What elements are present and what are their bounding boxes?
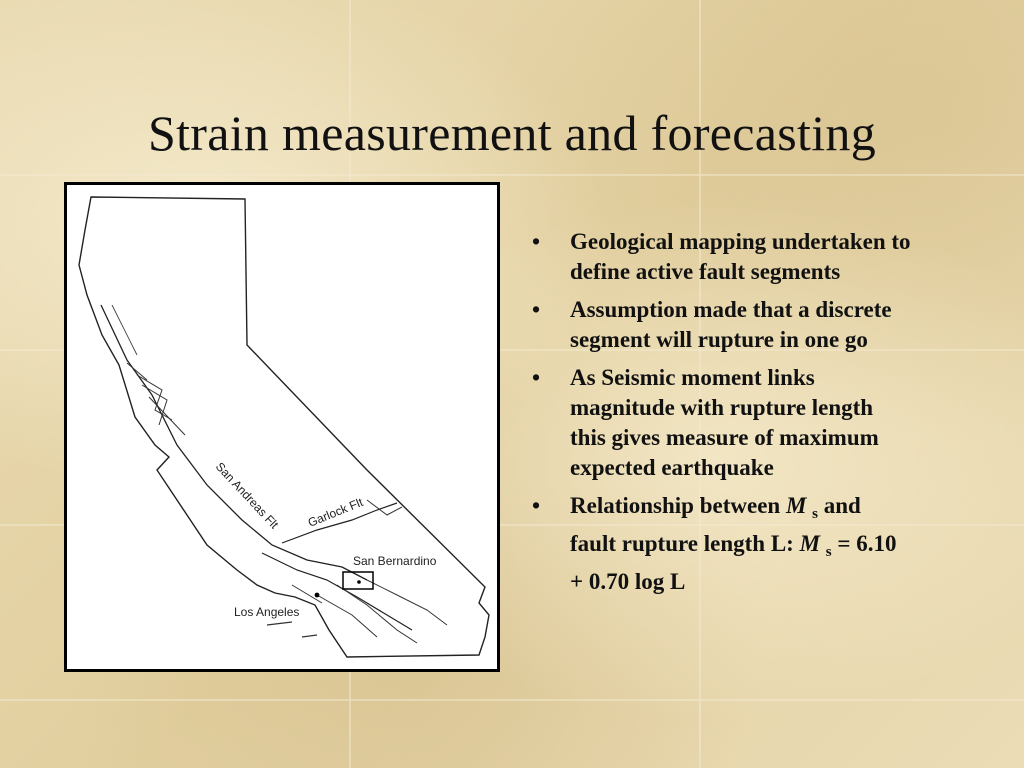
- map-drawing: [67, 185, 497, 669]
- magnitude-subscript: s: [812, 506, 818, 522]
- bullet-icon: •: [532, 297, 541, 322]
- bullet-item: [532, 363, 912, 483]
- magnitude-symbol: M: [799, 531, 821, 556]
- bullet-icon: •: [532, 493, 541, 518]
- san-andreas-label: San Andreas Flt: [212, 459, 282, 532]
- bullet-text-part: Relationship between: [570, 493, 786, 518]
- los-angeles-marker: [315, 593, 320, 598]
- magnitude-subscript: s: [825, 544, 832, 560]
- san-andreas-fault: [101, 305, 367, 580]
- garlock-label: Garlock Flt: [305, 495, 365, 530]
- california-fault-map: [64, 182, 500, 672]
- bullet-text: Geological mapping undertaken to define active fault segments: [570, 229, 911, 284]
- bullet-text: As Seismic moment links magnitude with rupture length this gives measure of maximum expected earthquake: [570, 365, 879, 480]
- los-angeles-label: Los Angeles: [234, 605, 300, 619]
- slide-title: Strain measurement and forecasting: [148, 105, 876, 161]
- bullet-text-part: and fault rupture length L:: [570, 493, 861, 556]
- bullet-icon: •: [532, 229, 541, 254]
- bullet-list: [532, 227, 912, 605]
- bullet-icon: •: [532, 365, 541, 390]
- bullet-text: [570, 493, 897, 594]
- bullet-item: [532, 227, 912, 287]
- magnitude-symbol: M: [785, 493, 807, 518]
- san-bernardino-label: San Bernardino: [353, 554, 437, 568]
- bullet-text: Assumption made that a discrete segment will rupture in one go: [570, 297, 892, 352]
- bullet-item: [532, 295, 912, 355]
- california-outline: [79, 197, 489, 657]
- formula-text: = 6.10 + 0.70 log L: [570, 531, 897, 594]
- bullet-item: [532, 491, 912, 597]
